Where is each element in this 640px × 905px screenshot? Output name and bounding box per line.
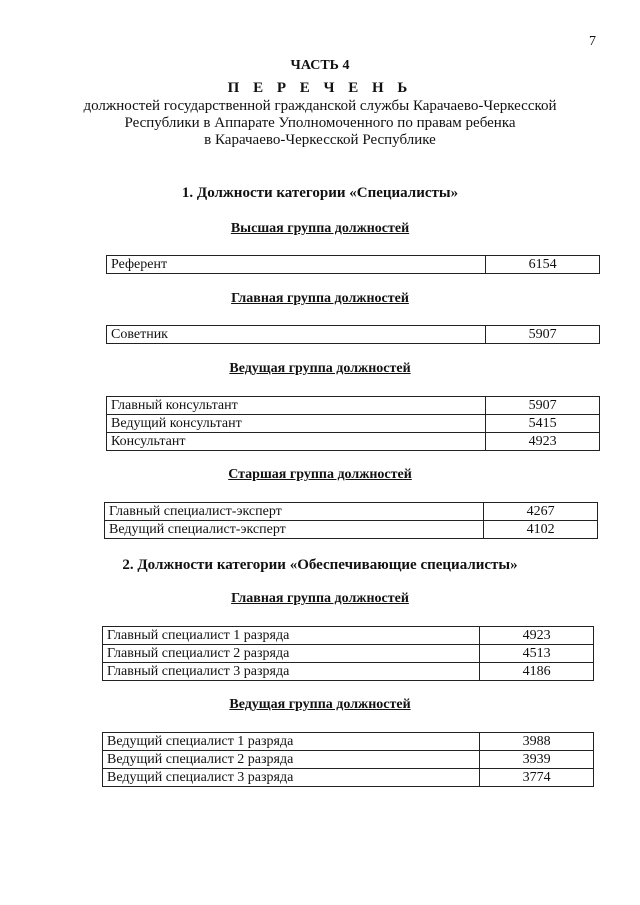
position-cell: Главный специалист 2 разряда (103, 645, 480, 663)
position-cell: Главный консультант (107, 397, 486, 415)
group-heading-leading: Ведущая группа должностей (229, 361, 411, 376)
document-subtitle (0, 98, 640, 149)
subtitle-line: должностей государственной гражданской службы Карачаево-Черкесской (83, 98, 557, 114)
positions-table-leading (106, 396, 600, 451)
value-cell: 4267 (484, 503, 598, 521)
group-heading-senior: Старшая группа должностей (228, 467, 412, 482)
position-cell: Ведущий специалист 2 разряда (103, 751, 480, 769)
value-cell: 5907 (486, 326, 600, 344)
position-cell: Ведущий специалист-эксперт (105, 521, 484, 539)
table-row (107, 433, 600, 451)
positions-table-senior (104, 502, 598, 539)
table-row (103, 627, 594, 645)
table-row (105, 521, 598, 539)
position-cell: Главный специалист 3 разряда (103, 663, 480, 681)
value-cell: 4923 (486, 433, 600, 451)
value-cell: 3939 (480, 751, 594, 769)
value-cell: 3988 (480, 733, 594, 751)
table-row (107, 256, 600, 274)
value-cell: 4513 (480, 645, 594, 663)
category-heading-support-specialists: 2. Должности категории «Обеспечивающие специалисты» (122, 557, 518, 573)
value-cell: 5907 (486, 397, 600, 415)
table-row (103, 733, 594, 751)
table-row (103, 663, 594, 681)
value-cell: 3774 (480, 769, 594, 787)
table-row (107, 397, 600, 415)
group-heading-main-support: Главная группа должностей (231, 591, 409, 606)
document-title: П Е Р Е Ч Е Н Ь (227, 80, 413, 96)
position-cell: Ведущий специалист 1 разряда (103, 733, 480, 751)
group-heading-highest: Высшая группа должностей (230, 221, 410, 236)
position-cell: Главный специалист-эксперт (105, 503, 484, 521)
group-heading-leading-support: Ведущая группа должностей (229, 697, 411, 712)
table-row (105, 503, 598, 521)
value-cell: 4186 (480, 663, 594, 681)
position-cell: Консультант (107, 433, 486, 451)
subtitle-line: в Карачаево-Черкесской Республике (204, 132, 436, 148)
group-heading-main: Главная группа должностей (231, 291, 409, 306)
positions-table-main (106, 325, 600, 344)
position-cell: Референт (107, 256, 486, 274)
part-heading: ЧАСТЬ 4 (290, 58, 350, 73)
table-row (103, 645, 594, 663)
table-row (103, 769, 594, 787)
position-cell: Ведущий консультант (107, 415, 486, 433)
positions-table-highest (106, 255, 600, 274)
position-cell: Главный специалист 1 разряда (103, 627, 480, 645)
value-cell: 4102 (484, 521, 598, 539)
table-row (107, 415, 600, 433)
positions-table-leading-support (102, 732, 594, 787)
value-cell: 5415 (486, 415, 600, 433)
position-cell: Советник (107, 326, 486, 344)
value-cell: 4923 (480, 627, 594, 645)
positions-table-main-support (102, 626, 594, 681)
position-cell: Ведущий специалист 3 разряда (103, 769, 480, 787)
table-row (107, 326, 600, 344)
value-cell: 6154 (486, 256, 600, 274)
table-row (103, 751, 594, 769)
page-number: 7 (589, 34, 596, 49)
category-heading-specialists: 1. Должности категории «Специалисты» (181, 185, 459, 201)
subtitle-line: Республики в Аппарате Уполномоченного по правам ребенка (124, 115, 516, 131)
